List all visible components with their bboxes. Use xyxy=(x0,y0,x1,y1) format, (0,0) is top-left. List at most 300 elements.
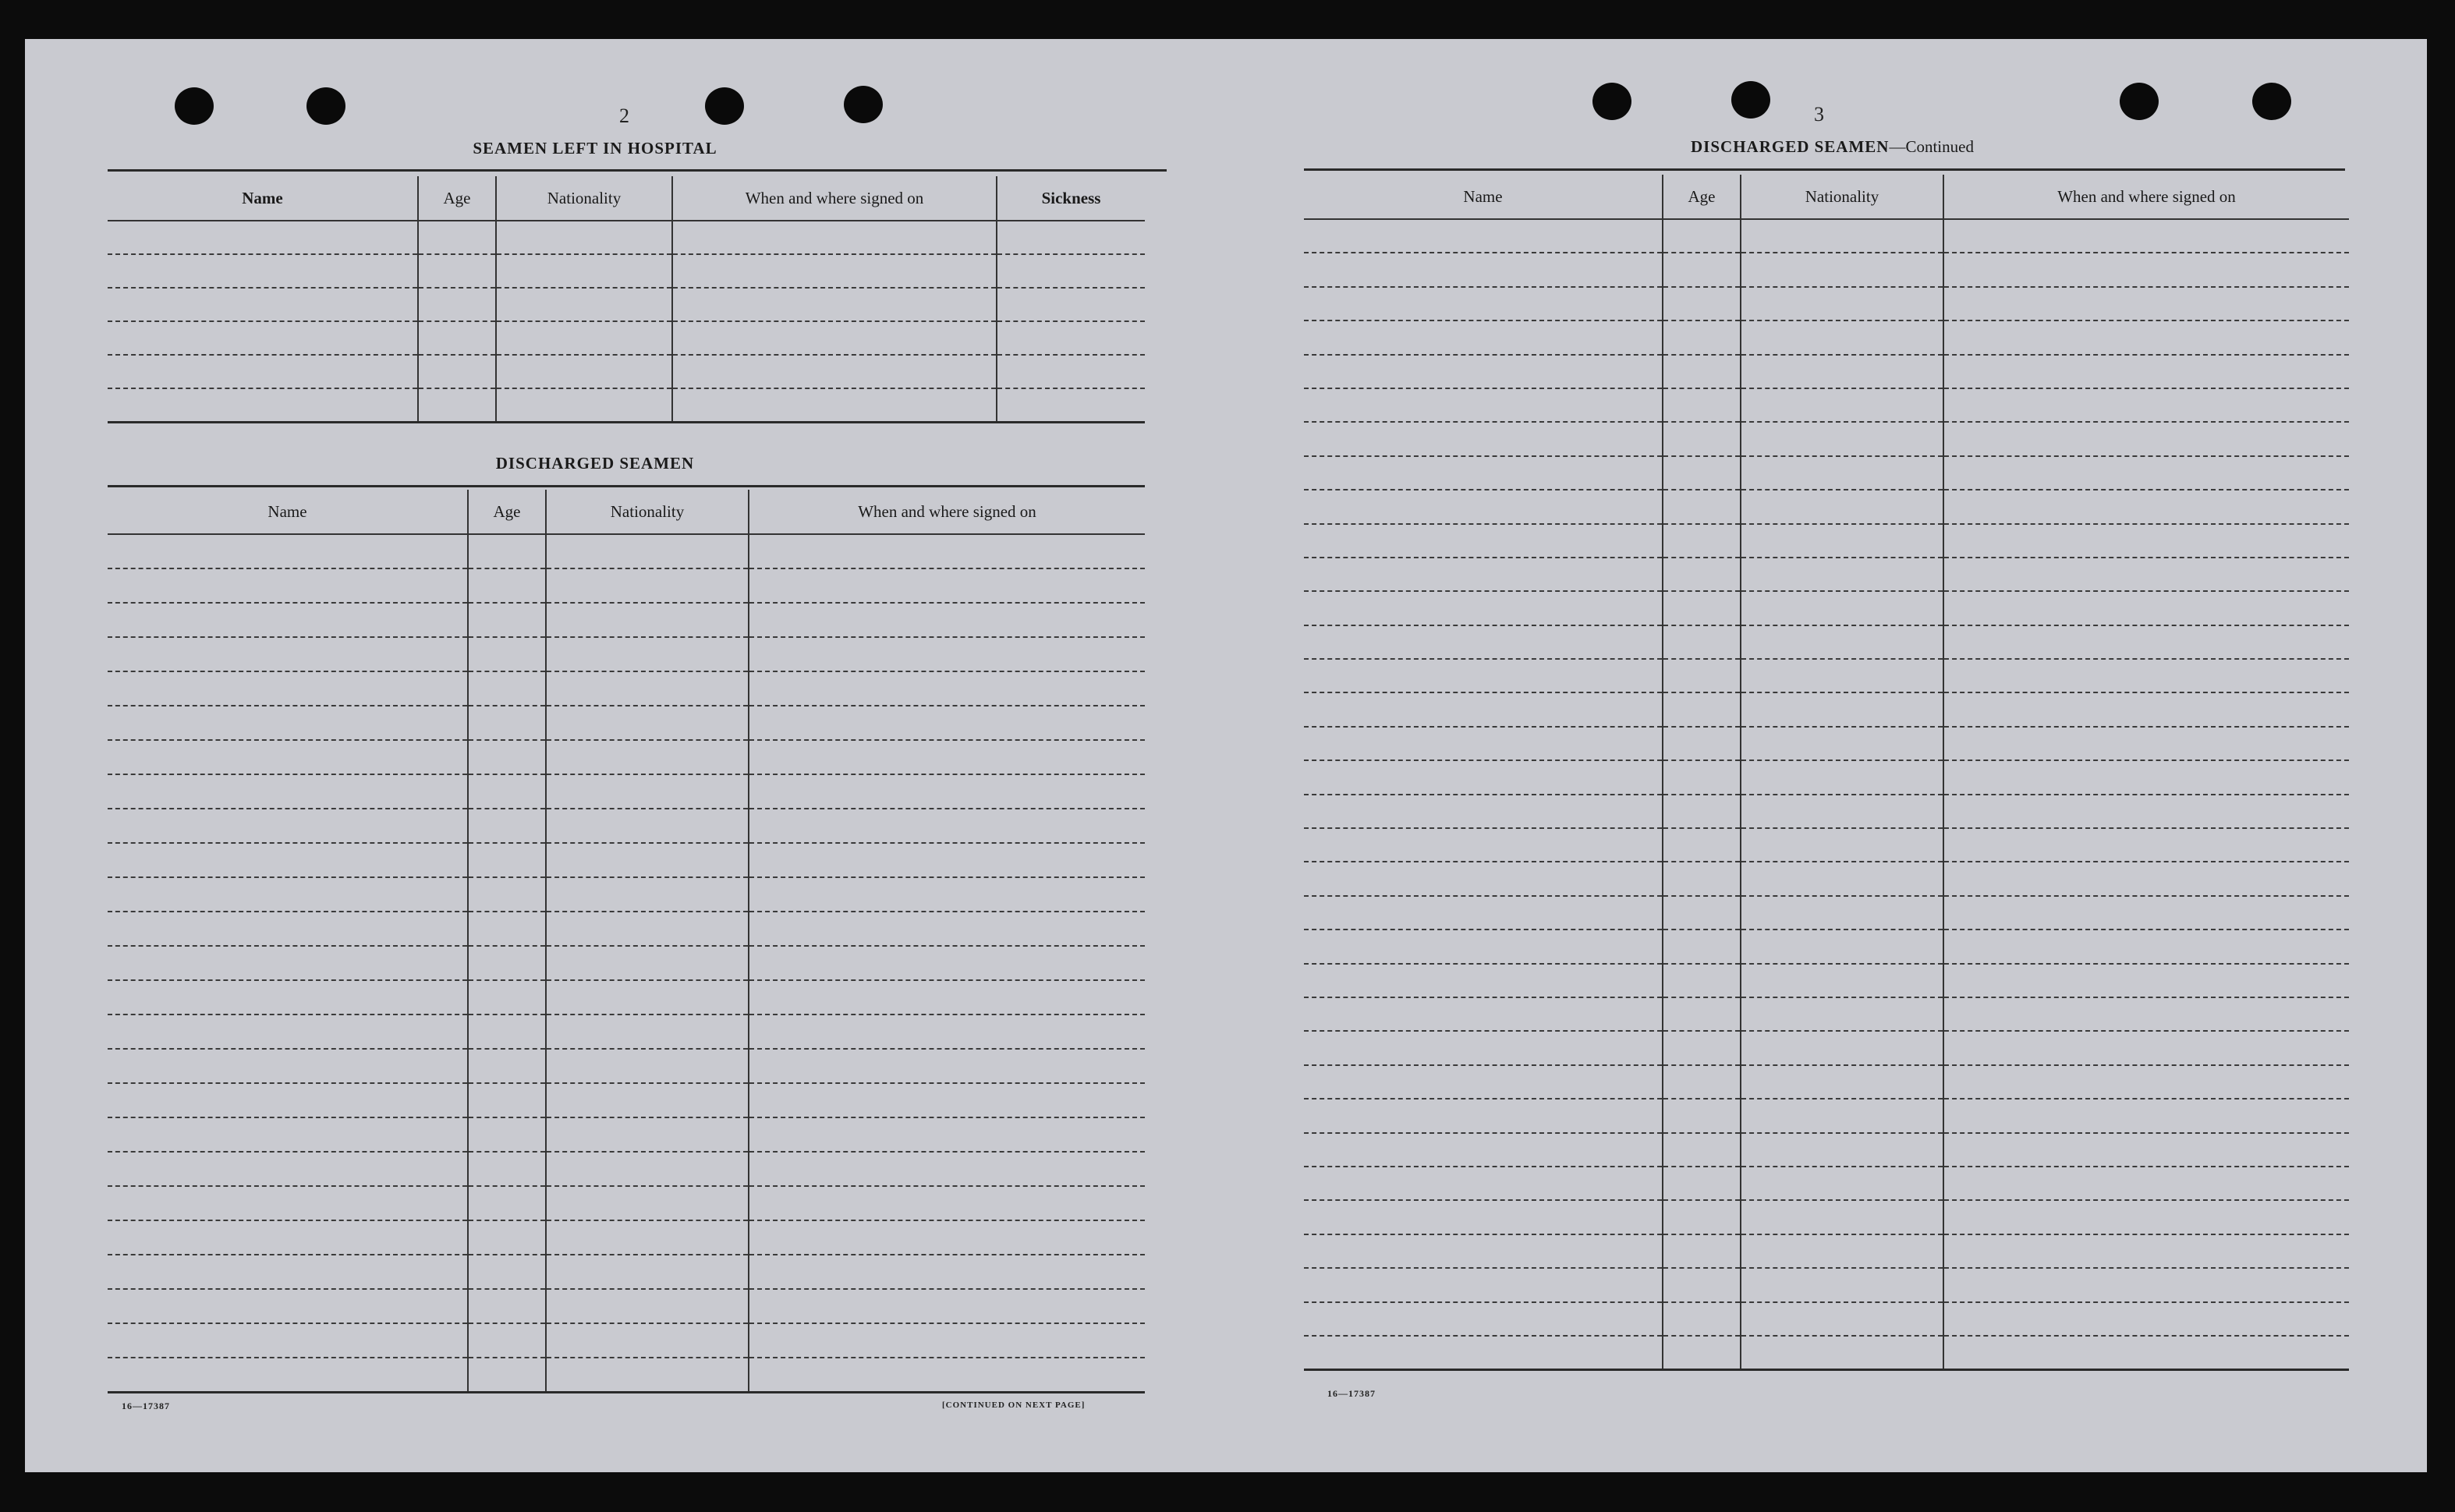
table-cell xyxy=(1943,1200,2349,1234)
table-cell xyxy=(1943,727,2349,760)
table-cell xyxy=(1663,558,1741,591)
table-cell xyxy=(546,637,749,671)
table-row xyxy=(108,221,1145,254)
table-cell xyxy=(1663,355,1741,388)
table-cell xyxy=(468,877,546,912)
table-cell xyxy=(546,1255,749,1289)
table-cell xyxy=(1304,659,1663,692)
table-cell xyxy=(1741,1336,1943,1370)
table-cell xyxy=(1943,896,2349,930)
column-header-age: Age xyxy=(468,490,546,534)
table-cell xyxy=(1304,287,1663,320)
table-cell xyxy=(468,1014,546,1049)
table-row xyxy=(1304,287,2349,320)
table-cell xyxy=(1741,1167,1943,1200)
table-cell xyxy=(108,1289,468,1323)
form-number-left: 16—17387 xyxy=(122,1400,170,1411)
table-cell xyxy=(749,809,1145,843)
discharged-table-left xyxy=(108,490,1145,1393)
table-cell xyxy=(1943,828,2349,862)
table-row xyxy=(108,809,1145,843)
table-cell xyxy=(1304,1065,1663,1099)
table-cell xyxy=(1304,1302,1663,1336)
table-cell xyxy=(1741,692,1943,726)
table-row xyxy=(1304,692,2349,726)
table-cell xyxy=(546,877,749,912)
table-cell xyxy=(418,355,496,388)
table-cell xyxy=(749,1083,1145,1117)
table-cell xyxy=(1663,287,1741,320)
punch-hole xyxy=(175,87,214,125)
table-cell xyxy=(1741,490,1943,523)
table-row xyxy=(108,355,1145,388)
table-cell xyxy=(1663,828,1741,862)
column-header-nationality: Nationality xyxy=(496,176,672,221)
table-cell xyxy=(418,254,496,288)
table-cell xyxy=(672,321,997,355)
table-cell xyxy=(546,843,749,877)
punch-hole xyxy=(1731,81,1770,119)
table-cell xyxy=(1943,659,2349,692)
table-cell xyxy=(749,534,1145,568)
table-cell xyxy=(468,980,546,1014)
table-cell xyxy=(1304,760,1663,794)
table-cell xyxy=(1741,320,1943,354)
table-row xyxy=(108,1255,1145,1289)
table-cell xyxy=(1943,591,2349,625)
table-cell xyxy=(108,774,468,809)
table-row xyxy=(108,671,1145,706)
table-cell xyxy=(1943,524,2349,558)
table-cell xyxy=(749,1186,1145,1220)
column-header-name: Name xyxy=(1304,175,1663,219)
table-cell xyxy=(1741,524,1943,558)
table-cell xyxy=(1663,997,1741,1031)
table-cell xyxy=(108,1049,468,1083)
table-cell xyxy=(108,568,468,603)
hospital-table-top-rule xyxy=(108,169,1167,172)
table-row xyxy=(1304,1065,2349,1099)
table-cell xyxy=(1741,1234,1943,1268)
table-row xyxy=(108,1152,1145,1186)
table-row xyxy=(108,288,1145,321)
table-cell xyxy=(468,1117,546,1152)
table-cell xyxy=(1943,1031,2349,1064)
table-row xyxy=(1304,1099,2349,1132)
table-cell xyxy=(1943,760,2349,794)
table-cell xyxy=(1741,355,1943,388)
table-cell xyxy=(468,1049,546,1083)
table-cell xyxy=(1943,692,2349,726)
table-cell xyxy=(1304,558,1663,591)
table-cell xyxy=(749,946,1145,980)
table-cell xyxy=(1304,997,1663,1031)
table-cell xyxy=(1663,1200,1741,1234)
table-cell xyxy=(1663,1167,1741,1200)
table-cell xyxy=(108,1220,468,1255)
table-cell xyxy=(468,1323,546,1358)
table-cell xyxy=(749,1049,1145,1083)
table-row xyxy=(1304,625,2349,659)
table-cell xyxy=(108,1014,468,1049)
table-row xyxy=(1304,760,2349,794)
table-cell xyxy=(1663,727,1741,760)
table-cell xyxy=(468,671,546,706)
page-number-left: 2 xyxy=(619,104,629,127)
table-cell xyxy=(1741,997,1943,1031)
table-cell xyxy=(546,671,749,706)
table-cell xyxy=(1663,625,1741,659)
table-cell xyxy=(108,355,418,388)
table-row xyxy=(1304,727,2349,760)
table-cell xyxy=(468,568,546,603)
table-row xyxy=(1304,388,2349,422)
table-cell xyxy=(1663,388,1741,422)
table-row xyxy=(108,1358,1145,1393)
table-cell xyxy=(1943,964,2349,997)
table-cell xyxy=(1943,930,2349,963)
table-cell xyxy=(749,1289,1145,1323)
table-cell xyxy=(468,912,546,946)
hospital-table-header xyxy=(108,176,1145,221)
table-row xyxy=(1304,253,2349,286)
table-row xyxy=(108,1014,1145,1049)
table-row xyxy=(108,877,1145,912)
table-row xyxy=(108,603,1145,637)
table-row xyxy=(1304,1336,2349,1370)
table-cell xyxy=(1663,760,1741,794)
table-cell xyxy=(1663,795,1741,828)
table-cell xyxy=(418,388,496,423)
table-cell xyxy=(1663,692,1741,726)
hospital-table-title: SEAMEN LEFT IN HOSPITAL xyxy=(473,139,717,158)
column-header-name: Name xyxy=(108,176,418,221)
table-cell xyxy=(749,671,1145,706)
table-cell xyxy=(1304,862,1663,895)
table-cell xyxy=(468,1083,546,1117)
column-header-name: Name xyxy=(108,490,468,534)
table-cell xyxy=(1943,422,2349,455)
discharged-continued-title-suffix: —Continued xyxy=(1889,137,1974,156)
table-row xyxy=(108,946,1145,980)
table-cell xyxy=(546,568,749,603)
table-cell xyxy=(1663,1065,1741,1099)
table-cell xyxy=(749,1152,1145,1186)
table-row xyxy=(1304,219,2349,253)
table-cell xyxy=(1943,490,2349,523)
table-cell xyxy=(108,603,468,637)
discharged-table-top-rule xyxy=(108,485,1145,487)
table-cell xyxy=(546,706,749,740)
table-cell xyxy=(1943,625,2349,659)
discharged-table-left-header xyxy=(108,490,1145,534)
table-cell xyxy=(496,355,672,388)
table-cell xyxy=(108,740,468,774)
table-row xyxy=(1304,558,2349,591)
column-header-sickness: Sickness xyxy=(997,176,1145,221)
table-row xyxy=(1304,930,2349,963)
table-cell xyxy=(468,1255,546,1289)
table-cell xyxy=(468,706,546,740)
table-row xyxy=(1304,1302,2349,1336)
table-cell xyxy=(108,843,468,877)
table-cell xyxy=(749,1220,1145,1255)
table-cell xyxy=(1943,219,2349,253)
table-cell xyxy=(1304,828,1663,862)
table-cell xyxy=(546,1049,749,1083)
table-cell xyxy=(108,1117,468,1152)
table-cell xyxy=(1943,355,2349,388)
punch-hole xyxy=(844,86,883,123)
table-row xyxy=(108,1186,1145,1220)
table-cell xyxy=(1741,760,1943,794)
table-cell xyxy=(1943,795,2349,828)
table-cell xyxy=(1304,355,1663,388)
table-cell xyxy=(546,1083,749,1117)
table-cell xyxy=(546,740,749,774)
table-cell xyxy=(1304,1133,1663,1167)
table-cell xyxy=(749,1014,1145,1049)
table-cell xyxy=(749,1117,1145,1152)
table-cell xyxy=(1663,219,1741,253)
table-cell xyxy=(1663,1268,1741,1301)
table-cell xyxy=(1304,795,1663,828)
page-number-right: 3 xyxy=(1814,103,1824,126)
table-cell xyxy=(749,980,1145,1014)
table-cell xyxy=(1663,1234,1741,1268)
table-cell xyxy=(546,1220,749,1255)
table-cell xyxy=(1304,1234,1663,1268)
table-cell xyxy=(1943,997,2349,1031)
table-cell xyxy=(997,221,1145,254)
table-row xyxy=(1304,1200,2349,1234)
table-row xyxy=(108,706,1145,740)
table-row xyxy=(108,912,1145,946)
table-cell xyxy=(1943,1167,2349,1200)
table-cell xyxy=(1741,727,1943,760)
table-cell xyxy=(1943,1133,2349,1167)
table-cell xyxy=(546,534,749,568)
table-cell xyxy=(749,1323,1145,1358)
table-cell xyxy=(1304,456,1663,490)
table-cell xyxy=(1943,287,2349,320)
table-cell xyxy=(1304,692,1663,726)
table-row xyxy=(1304,795,2349,828)
table-cell xyxy=(496,254,672,288)
punch-hole xyxy=(306,87,345,125)
table-cell xyxy=(672,288,997,321)
table-cell xyxy=(1741,1065,1943,1099)
table-cell xyxy=(1741,558,1943,591)
table-row xyxy=(1304,1031,2349,1064)
discharged-continued-title xyxy=(1304,137,2361,157)
table-row xyxy=(1304,964,2349,997)
table-cell xyxy=(418,221,496,254)
table-cell xyxy=(749,603,1145,637)
table-cell xyxy=(1741,625,1943,659)
table-cell xyxy=(1943,862,2349,895)
table-cell xyxy=(1304,1167,1663,1200)
table-row xyxy=(108,637,1145,671)
discharged-continued-top-rule xyxy=(1304,168,2345,171)
table-cell xyxy=(468,1186,546,1220)
table-cell xyxy=(108,671,468,706)
table-cell xyxy=(418,288,496,321)
table-cell xyxy=(546,912,749,946)
table-cell xyxy=(1304,625,1663,659)
table-cell xyxy=(1304,1031,1663,1064)
table-cell xyxy=(108,809,468,843)
table-cell xyxy=(108,1152,468,1186)
table-cell xyxy=(496,321,672,355)
table-cell xyxy=(1304,422,1663,455)
table-cell xyxy=(1943,253,2349,286)
table-cell xyxy=(1741,1302,1943,1336)
table-cell xyxy=(468,534,546,568)
table-row xyxy=(108,1289,1145,1323)
table-cell xyxy=(108,912,468,946)
table-cell xyxy=(997,288,1145,321)
table-cell xyxy=(1663,490,1741,523)
table-cell xyxy=(1304,253,1663,286)
table-cell xyxy=(418,321,496,355)
hospital-table xyxy=(108,176,1145,423)
table-cell xyxy=(672,221,997,254)
table-row xyxy=(1304,1268,2349,1301)
table-cell xyxy=(1741,456,1943,490)
table-cell xyxy=(749,877,1145,912)
table-cell xyxy=(1663,896,1741,930)
table-cell xyxy=(546,980,749,1014)
table-cell xyxy=(1304,1336,1663,1370)
table-cell xyxy=(468,603,546,637)
table-cell xyxy=(546,946,749,980)
table-cell xyxy=(546,809,749,843)
table-cell xyxy=(496,388,672,423)
table-row xyxy=(1304,997,2349,1031)
table-cell xyxy=(1943,1302,2349,1336)
table-cell xyxy=(1741,287,1943,320)
column-header-when-and-where-signed-on: When and where signed on xyxy=(749,490,1145,534)
table-cell xyxy=(1741,388,1943,422)
table-cell xyxy=(1304,591,1663,625)
column-header-when-and-where-signed-on: When and where signed on xyxy=(672,176,997,221)
table-cell xyxy=(1943,1268,2349,1301)
table-cell xyxy=(1741,896,1943,930)
table-row xyxy=(108,980,1145,1014)
discharged-table-right-header xyxy=(1304,175,2349,219)
table-cell xyxy=(1943,456,2349,490)
table-cell xyxy=(108,1255,468,1289)
table-cell xyxy=(1304,964,1663,997)
table-cell xyxy=(1741,422,1943,455)
table-row xyxy=(108,568,1145,603)
table-cell xyxy=(1943,1099,2349,1132)
table-cell xyxy=(1741,1031,1943,1064)
table-cell xyxy=(468,1152,546,1186)
table-cell xyxy=(108,321,418,355)
table-cell xyxy=(1943,1234,2349,1268)
table-cell xyxy=(108,946,468,980)
table-cell xyxy=(1741,828,1943,862)
punch-hole xyxy=(705,87,744,125)
table-cell xyxy=(468,774,546,809)
table-cell xyxy=(749,568,1145,603)
table-cell xyxy=(1304,896,1663,930)
table-cell xyxy=(1663,591,1741,625)
document-sheet xyxy=(25,39,2427,1472)
table-cell xyxy=(496,221,672,254)
column-header-when-and-where-signed-on: When and where signed on xyxy=(1943,175,2349,219)
table-row xyxy=(108,1220,1145,1255)
table-row xyxy=(108,321,1145,355)
table-cell xyxy=(1741,795,1943,828)
table-cell xyxy=(1663,422,1741,455)
table-cell xyxy=(1304,1268,1663,1301)
table-cell xyxy=(546,1117,749,1152)
table-cell xyxy=(1741,1268,1943,1301)
table-cell xyxy=(1663,862,1741,895)
table-cell xyxy=(1741,1099,1943,1132)
table-row xyxy=(1304,659,2349,692)
column-header-nationality: Nationality xyxy=(546,490,749,534)
table-row xyxy=(108,534,1145,568)
table-cell xyxy=(546,1152,749,1186)
discharged-table-right xyxy=(1304,175,2349,1371)
table-cell xyxy=(546,603,749,637)
table-cell xyxy=(108,637,468,671)
table-row xyxy=(108,740,1145,774)
table-cell xyxy=(496,288,672,321)
table-cell xyxy=(108,1186,468,1220)
table-cell xyxy=(1663,524,1741,558)
table-cell xyxy=(672,388,997,423)
table-row xyxy=(108,843,1145,877)
table-cell xyxy=(108,388,418,423)
table-cell xyxy=(1304,1099,1663,1132)
continued-note: [CONTINUED ON NEXT PAGE] xyxy=(942,1400,1086,1410)
table-cell xyxy=(749,774,1145,809)
table-row xyxy=(108,1117,1145,1152)
table-cell xyxy=(1663,456,1741,490)
table-cell xyxy=(1663,964,1741,997)
table-cell xyxy=(108,1323,468,1358)
table-cell xyxy=(108,877,468,912)
table-row xyxy=(1304,320,2349,354)
table-cell xyxy=(672,254,997,288)
form-number-right: 16—17387 xyxy=(1327,1388,1376,1399)
table-row xyxy=(1304,862,2349,895)
table-cell xyxy=(1741,862,1943,895)
table-cell xyxy=(108,288,418,321)
table-cell xyxy=(672,355,997,388)
table-cell xyxy=(1663,1133,1741,1167)
punch-hole xyxy=(2120,83,2159,120)
table-cell xyxy=(1304,727,1663,760)
table-cell xyxy=(749,637,1145,671)
table-cell xyxy=(546,1014,749,1049)
punch-hole xyxy=(2252,83,2291,120)
table-row xyxy=(108,388,1145,423)
table-cell xyxy=(1304,320,1663,354)
table-cell xyxy=(108,706,468,740)
table-cell xyxy=(1741,253,1943,286)
table-cell xyxy=(546,1358,749,1393)
table-row xyxy=(1304,422,2349,455)
column-header-age: Age xyxy=(1663,175,1741,219)
table-cell xyxy=(749,706,1145,740)
table-cell xyxy=(1663,659,1741,692)
